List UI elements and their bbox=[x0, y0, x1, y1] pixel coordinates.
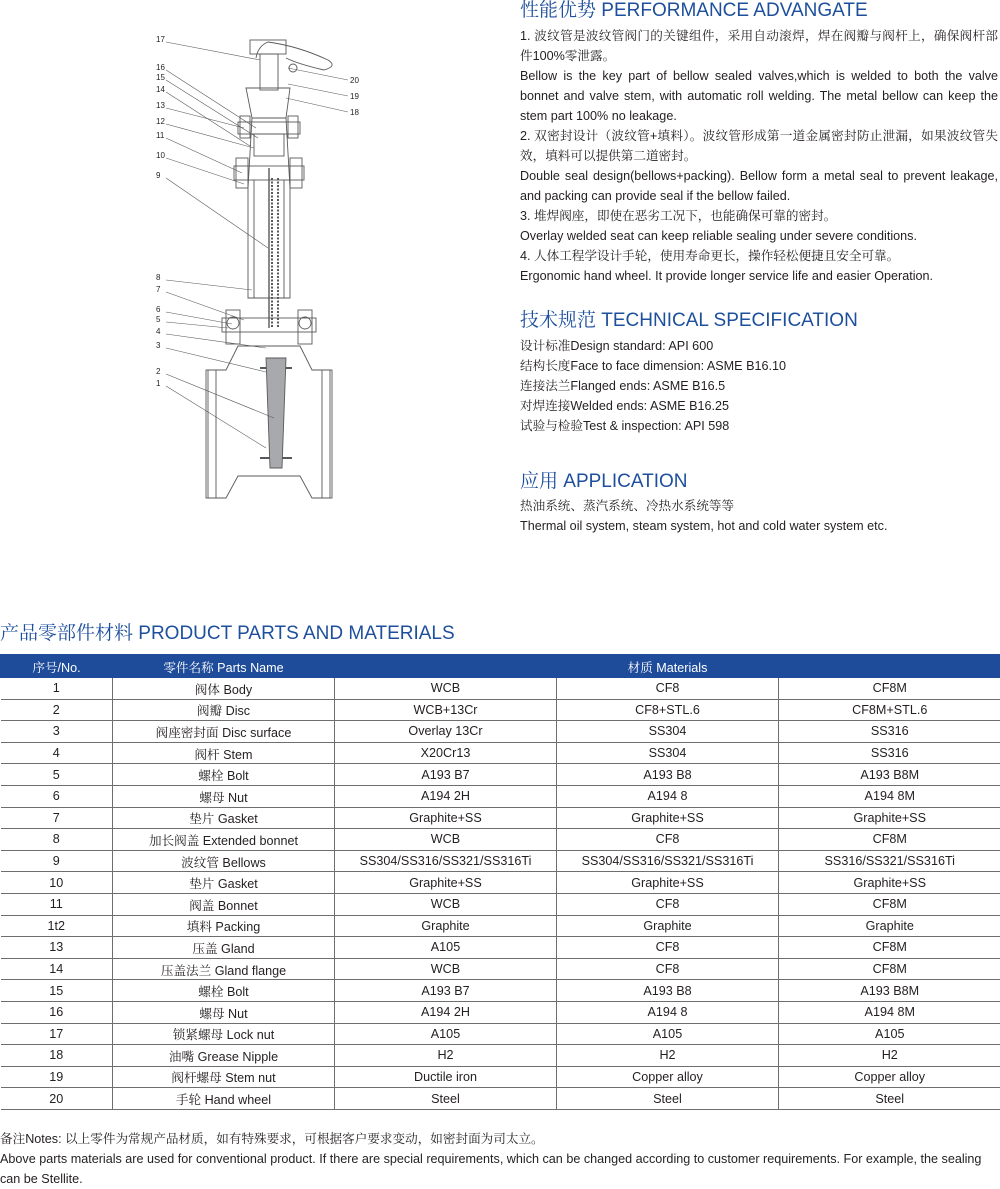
cell-no: 15 bbox=[1, 980, 113, 1002]
callout-3: 3 bbox=[156, 341, 161, 350]
cell-no: 17 bbox=[1, 1023, 113, 1045]
cell-no: 6 bbox=[1, 785, 113, 807]
cell-part-name: 垫片 Gasket bbox=[113, 807, 335, 829]
cell-no: 1 bbox=[1, 678, 113, 700]
parts-title: 产品零部件材料 PRODUCT PARTS AND MATERIALS bbox=[0, 623, 455, 645]
application-line: Thermal oil system, steam system, hot and cold water system etc. bbox=[520, 516, 887, 536]
application-list bbox=[520, 496, 887, 536]
cell-material-2: CF8 bbox=[557, 893, 779, 915]
cell-material-1: Ductile iron bbox=[335, 1066, 557, 1088]
cell-part-name: 阀瓣 Disc bbox=[113, 699, 335, 721]
cell-no: 18 bbox=[1, 1045, 113, 1067]
cell-part-name: 阀盖 Bonnet bbox=[113, 893, 335, 915]
parts-table bbox=[0, 654, 1000, 1110]
cell-material-2: CF8 bbox=[557, 678, 779, 700]
cell-material-3: Steel bbox=[779, 1088, 1000, 1110]
table-row bbox=[1, 1001, 1000, 1023]
application-line: 热油系统、蒸汽系统、冷热水系统等等 bbox=[520, 496, 887, 516]
cell-material-1: Overlay 13Cr bbox=[335, 721, 557, 743]
performance-line: Bellow is the key part of bellow sealed valves,which is welded to both the valve bonnet and valve stem, with automatic roll welding. The metal bellow can keep the stem part 100% no leakage. bbox=[520, 66, 998, 126]
cell-material-2: CF8 bbox=[557, 829, 779, 851]
cell-material-3: Graphite bbox=[779, 915, 1000, 937]
performance-line: Double seal design(bellows+packing). Bellow form a metal seal to prevent leakage, and packing can provide seal if the bellow failed. bbox=[520, 166, 998, 206]
callout-13: 13 bbox=[156, 101, 165, 110]
cell-no: 20 bbox=[1, 1088, 113, 1110]
callout-11: 11 bbox=[156, 131, 165, 140]
table-row bbox=[1, 721, 1000, 743]
cell-part-name: 波纹管 Bellows bbox=[113, 850, 335, 872]
notes bbox=[0, 1129, 1000, 1189]
cell-material-3: SS316 bbox=[779, 742, 1000, 764]
cell-material-1: A194 2H bbox=[335, 785, 557, 807]
cell-material-2: SS304 bbox=[557, 742, 779, 764]
cell-part-name: 螺母 Nut bbox=[113, 785, 335, 807]
spec-line: 对焊连接Welded ends: ASME B16.25 bbox=[520, 396, 786, 416]
cell-material-2: CF8 bbox=[557, 958, 779, 980]
cell-part-name: 螺栓 Bolt bbox=[113, 764, 335, 786]
header-name: 零件名称 Parts Name bbox=[113, 655, 335, 678]
cell-no: 3 bbox=[1, 721, 113, 743]
cell-no: 5 bbox=[1, 764, 113, 786]
callout-15: 15 bbox=[156, 73, 165, 82]
performance-list bbox=[520, 26, 998, 286]
gland bbox=[254, 134, 284, 156]
table-row bbox=[1, 937, 1000, 959]
cell-no: 9 bbox=[1, 850, 113, 872]
cell-part-name: 手轮 Hand wheel bbox=[113, 1088, 335, 1110]
cell-material-1: SS304/SS316/SS321/SS316Ti bbox=[335, 850, 557, 872]
cell-material-2: A194 8 bbox=[557, 1001, 779, 1023]
grease-nipple bbox=[289, 64, 297, 72]
notes-cn: 备注Notes: 以上零件为常规产品材质，如有特殊要求，可根据客户要求变动，如密封面为司太立。 bbox=[0, 1129, 1000, 1149]
cell-material-1: WCB+13Cr bbox=[335, 699, 557, 721]
cell-material-2: A193 B8 bbox=[557, 980, 779, 1002]
spec-line: 试验与检验Test & inspection: API 598 bbox=[520, 416, 786, 436]
callout-5: 5 bbox=[156, 315, 161, 324]
cell-part-name: 填料 Packing bbox=[113, 915, 335, 937]
cell-part-name: 螺栓 Bolt bbox=[113, 980, 335, 1002]
cell-part-name: 锁紧螺母 Lock nut bbox=[113, 1023, 335, 1045]
spec-line: 结构长度Face to face dimension: ASME B16.10 bbox=[520, 356, 786, 376]
cell-material-3: A194 8M bbox=[779, 1001, 1000, 1023]
table-row bbox=[1, 1066, 1000, 1088]
callout-14: 14 bbox=[156, 85, 165, 94]
cell-material-1: A105 bbox=[335, 1023, 557, 1045]
gland-flange bbox=[238, 122, 300, 134]
table-row bbox=[1, 958, 1000, 980]
cell-material-1: A193 B7 bbox=[335, 980, 557, 1002]
cell-material-1: A194 2H bbox=[335, 1001, 557, 1023]
cell-material-2: A194 8 bbox=[557, 785, 779, 807]
performance-line: Ergonomic hand wheel. It provide longer service life and easier Operation. bbox=[520, 266, 998, 286]
table-row bbox=[1, 699, 1000, 721]
callout-20: 20 bbox=[350, 76, 359, 85]
cell-part-name: 加长阀盖 Extended bonnet bbox=[113, 829, 335, 851]
cell-material-1: WCB bbox=[335, 893, 557, 915]
performance-line: 3. 堆焊阀座，即使在恶劣工况下，也能确保可靠的密封。 bbox=[520, 206, 998, 226]
cell-no: 11 bbox=[1, 893, 113, 915]
cell-material-1: A193 B7 bbox=[335, 764, 557, 786]
cell-material-2: Graphite bbox=[557, 915, 779, 937]
cell-material-2: A105 bbox=[557, 1023, 779, 1045]
callout-16: 16 bbox=[156, 63, 165, 72]
cell-no: 19 bbox=[1, 1066, 113, 1088]
yoke bbox=[246, 88, 290, 118]
cell-material-1: WCB bbox=[335, 829, 557, 851]
cell-no: 7 bbox=[1, 807, 113, 829]
cell-material-2: SS304 bbox=[557, 721, 779, 743]
table-row bbox=[1, 829, 1000, 851]
cell-material-3: CF8M bbox=[779, 937, 1000, 959]
table-row bbox=[1, 1023, 1000, 1045]
cell-material-3: CF8M bbox=[779, 678, 1000, 700]
cell-material-1: Graphite bbox=[335, 915, 557, 937]
spec-line: 设计标准Design standard: API 600 bbox=[520, 336, 786, 356]
cell-material-3: A193 B8M bbox=[779, 980, 1000, 1002]
cell-material-2: A193 B8 bbox=[557, 764, 779, 786]
callout-7: 7 bbox=[156, 285, 161, 294]
cell-material-1: Graphite+SS bbox=[335, 872, 557, 894]
cell-material-3: SS316 bbox=[779, 721, 1000, 743]
cell-material-2: Graphite+SS bbox=[557, 807, 779, 829]
performance-title: 性能优势 PERFORMANCE ADVANGATE bbox=[520, 0, 868, 22]
cell-material-1: H2 bbox=[335, 1045, 557, 1067]
cell-no: 13 bbox=[1, 937, 113, 959]
cell-no: 14 bbox=[1, 958, 113, 980]
cell-no: 2 bbox=[1, 699, 113, 721]
performance-line: 2. 双密封设计（波纹管+填料）。波纹管形成第一道金属密封防止泄漏，如果波纹管失效，填料可以提供第二道密封。 bbox=[520, 126, 998, 166]
cell-material-2: CF8 bbox=[557, 937, 779, 959]
cell-material-1: A105 bbox=[335, 937, 557, 959]
cell-part-name: 压盖法兰 Gland flange bbox=[113, 958, 335, 980]
cell-no: 8 bbox=[1, 829, 113, 851]
cell-material-3: Copper alloy bbox=[779, 1066, 1000, 1088]
cell-part-name: 阀体 Body bbox=[113, 678, 335, 700]
table-row bbox=[1, 742, 1000, 764]
callout-2: 2 bbox=[156, 367, 161, 376]
callout-6: 6 bbox=[156, 305, 161, 314]
table-row bbox=[1, 1045, 1000, 1067]
cell-material-3: Graphite+SS bbox=[779, 872, 1000, 894]
cell-material-1: WCB bbox=[335, 958, 557, 980]
cell-part-name: 压盖 Gland bbox=[113, 937, 335, 959]
callout-9: 9 bbox=[156, 171, 161, 180]
cell-material-2: Steel bbox=[557, 1088, 779, 1110]
performance-line: Overlay welded seat can keep reliable sealing under severe conditions. bbox=[520, 226, 998, 246]
cell-material-3: CF8M bbox=[779, 829, 1000, 851]
table-row bbox=[1, 915, 1000, 937]
cell-part-name: 油嘴 Grease Nipple bbox=[113, 1045, 335, 1067]
table-row bbox=[1, 980, 1000, 1002]
spec-line: 连接法兰Flanged ends: ASME B16.5 bbox=[520, 376, 786, 396]
cell-material-3: CF8M bbox=[779, 893, 1000, 915]
table-header-row bbox=[1, 655, 1000, 678]
cell-material-3: H2 bbox=[779, 1045, 1000, 1067]
cell-no: 4 bbox=[1, 742, 113, 764]
cell-material-3: A194 8M bbox=[779, 785, 1000, 807]
cell-no: 1t2 bbox=[1, 915, 113, 937]
disc bbox=[266, 358, 286, 468]
table-row bbox=[1, 785, 1000, 807]
cell-material-3: A105 bbox=[779, 1023, 1000, 1045]
table-row bbox=[1, 1088, 1000, 1110]
table-row bbox=[1, 850, 1000, 872]
table-row bbox=[1, 678, 1000, 700]
cell-material-3: SS316/SS321/SS316Ti bbox=[779, 850, 1000, 872]
performance-line: 1. 波纹管是波纹管阀门的关键组件，采用自动滚焊，焊在阀瓣与阀杆上，确保阀杆部件100%零泄露。 bbox=[520, 26, 998, 66]
cell-material-3: A193 B8M bbox=[779, 764, 1000, 786]
cell-material-3: Graphite+SS bbox=[779, 807, 1000, 829]
callout-1: 1 bbox=[156, 379, 161, 388]
callout-8: 8 bbox=[156, 273, 161, 282]
valve-cross-section-diagram bbox=[148, 28, 368, 508]
header-no: 序号/No. bbox=[1, 655, 113, 678]
cell-material-2: H2 bbox=[557, 1045, 779, 1067]
cell-material-1: Steel bbox=[335, 1088, 557, 1110]
callout-12: 12 bbox=[156, 117, 165, 126]
header-materials: 材质 Materials bbox=[335, 655, 1000, 678]
cell-material-2: Copper alloy bbox=[557, 1066, 779, 1088]
cell-material-3: CF8M bbox=[779, 958, 1000, 980]
callout-4: 4 bbox=[156, 327, 161, 336]
cell-part-name: 螺母 Nut bbox=[113, 1001, 335, 1023]
cell-part-name: 垫片 Gasket bbox=[113, 872, 335, 894]
application-title: 应用 APPLICATION bbox=[520, 471, 688, 493]
table-row bbox=[1, 872, 1000, 894]
cell-material-2: Graphite+SS bbox=[557, 872, 779, 894]
callout-19: 19 bbox=[350, 92, 359, 101]
cell-no: 10 bbox=[1, 872, 113, 894]
cell-no: 16 bbox=[1, 1001, 113, 1023]
technical-title: 技术规范 TECHNICAL SPECIFICATION bbox=[520, 310, 858, 332]
notes-en: Above parts materials are used for conventional product. If there are special requirements, which can be changed according to customer requirements. For example, the sealing can be Stellite. bbox=[0, 1149, 1000, 1189]
table-row bbox=[1, 893, 1000, 915]
cell-material-2: SS304/SS316/SS321/SS316Ti bbox=[557, 850, 779, 872]
callout-10: 10 bbox=[156, 151, 165, 160]
cell-part-name: 阀杆 Stem bbox=[113, 742, 335, 764]
cell-material-2: CF8+STL.6 bbox=[557, 699, 779, 721]
technical-list bbox=[520, 336, 786, 436]
cell-part-name: 阀杆螺母 Stem nut bbox=[113, 1066, 335, 1088]
cell-material-1: X20Cr13 bbox=[335, 742, 557, 764]
cell-material-1: Graphite+SS bbox=[335, 807, 557, 829]
cell-material-1: WCB bbox=[335, 678, 557, 700]
bellows bbox=[272, 178, 278, 328]
table-row bbox=[1, 764, 1000, 786]
performance-line: 4. 人体工程学设计手轮，使用寿命更长，操作轻松便捷且安全可靠。 bbox=[520, 246, 998, 266]
cell-material-3: CF8M+STL.6 bbox=[779, 699, 1000, 721]
callout-17: 17 bbox=[156, 35, 165, 44]
table-row bbox=[1, 807, 1000, 829]
callout-18: 18 bbox=[350, 108, 359, 117]
cell-part-name: 阀座密封面 Disc surface bbox=[113, 721, 335, 743]
